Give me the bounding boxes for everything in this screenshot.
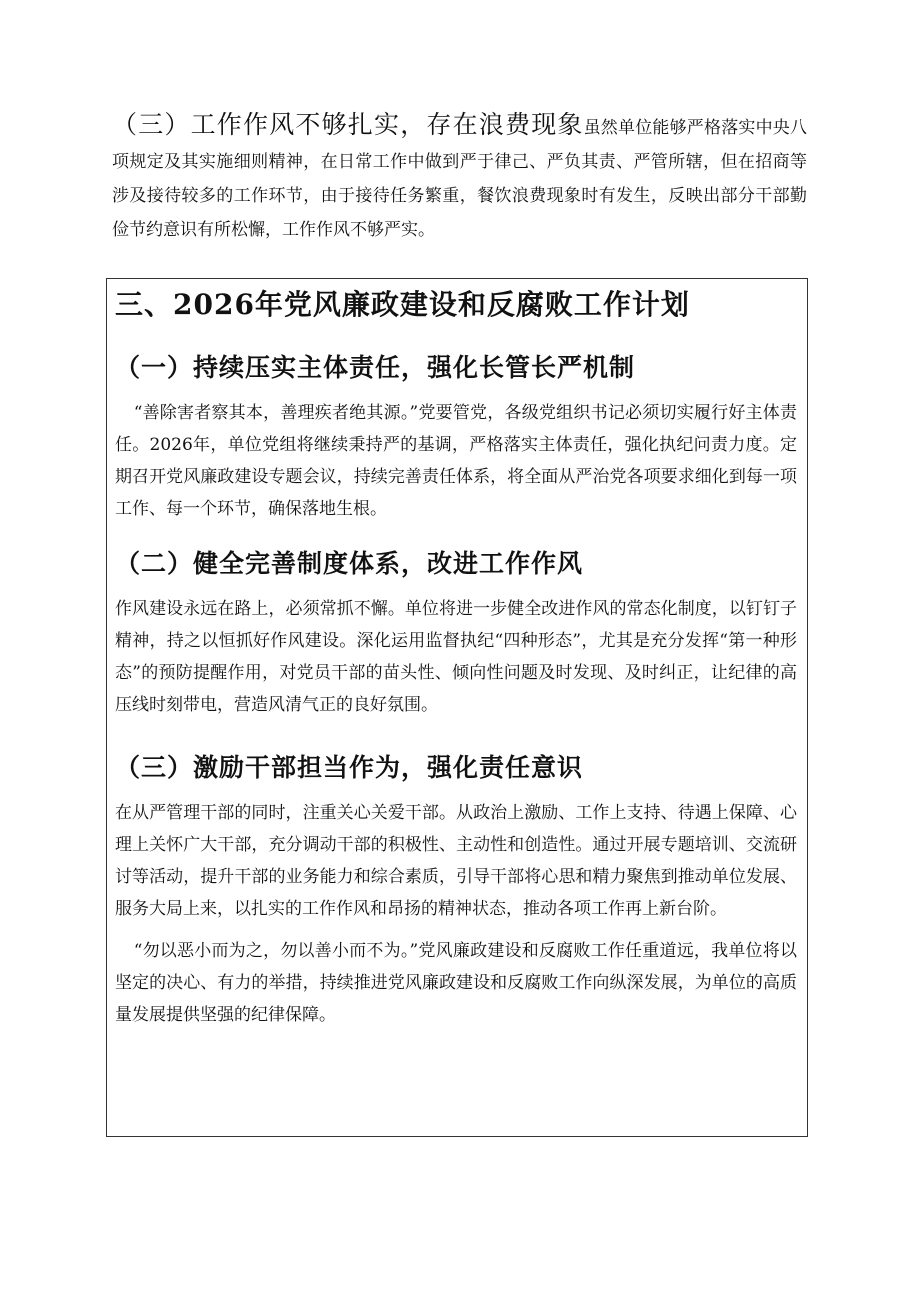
work-plan-box <box>106 278 808 1137</box>
top-section <box>112 108 807 247</box>
closing-paragraph: “勿以恶小而为之，勿以善小而不为。”党风廉政建设和反腐败工作任重道远，我单位将以坚定的决心、有力的举措，持续推进党风廉政建设和反腐败工作向纵深发展，为单位的高质量发展提供坚强的纪律保障。 <box>115 941 797 1025</box>
section-3-heading: （三）激励干部担当作为，强化责任意识 <box>115 753 584 782</box>
issue-body: 虽然单位能够严格落实中央八项规定及其实施细则精神，在日常工作中做到严于律己、严负其责、严管所辖，但在招商等涉及接待较多的工作环节，由于接待任务繁重，餐饮浪费现象时有发生，反映出部分干部勤俭节约意识有所松懈，工作作风不够严实。 <box>112 118 807 240</box>
section-3-body: 在从严管理干部的同时，注重关心关爱干部。从政治上激励、工作上支持、待遇上保障、心理上关怀广大干部，充分调动干部的积极性、主动性和创造性。通过开展专题培训、交流研讨等活动，提升干部的业务能力和综合素质，引导干部将心思和精力聚焦到推动单位发展、服务大局上来，以扎实的工作作风和昂扬的精神状态，推动各项工作再上新台阶。 <box>115 803 797 919</box>
issue-heading: （三）工作作风不够扎实，存在浪费现象 <box>112 110 584 139</box>
plan-title: 三、2026年党风廉政建设和反腐败工作计划 <box>115 288 690 321</box>
issue-paragraph <box>112 108 807 247</box>
section-2-body: 作风建设永远在路上，必须常抓不懈。单位将进一步健全改进作风的常态化制度，以钉钉子精神，持之以恒抓好作风建设。深化运用监督执纪“四种形态”，尤其是充分发挥“第一种形态”的预防提醒作用，对党员干部的苗头性、倾向性问题及时发现、及时纠正，让纪律的高压线时刻带电，营造风清气正的良好氛围。 <box>115 599 797 715</box>
section-2-heading: （二）健全完善制度体系，改进工作作风 <box>115 549 584 578</box>
section-1-heading: （一）持续压实主体责任，强化长管长严机制 <box>115 353 636 382</box>
section-1-body: “善除害者察其本，善理疾者绝其源。”党要管党，各级党组织书记必须切实履行好主体责任。2026年，单位党组将继续秉持严的基调，严格落实主体责任，强化执纪问责力度。定期召开党风廉政建设专题会议，持续完善责任体系，将全面从严治党各项要求细化到每一项工作、每一个环节，确保落地生根。 <box>115 403 797 519</box>
